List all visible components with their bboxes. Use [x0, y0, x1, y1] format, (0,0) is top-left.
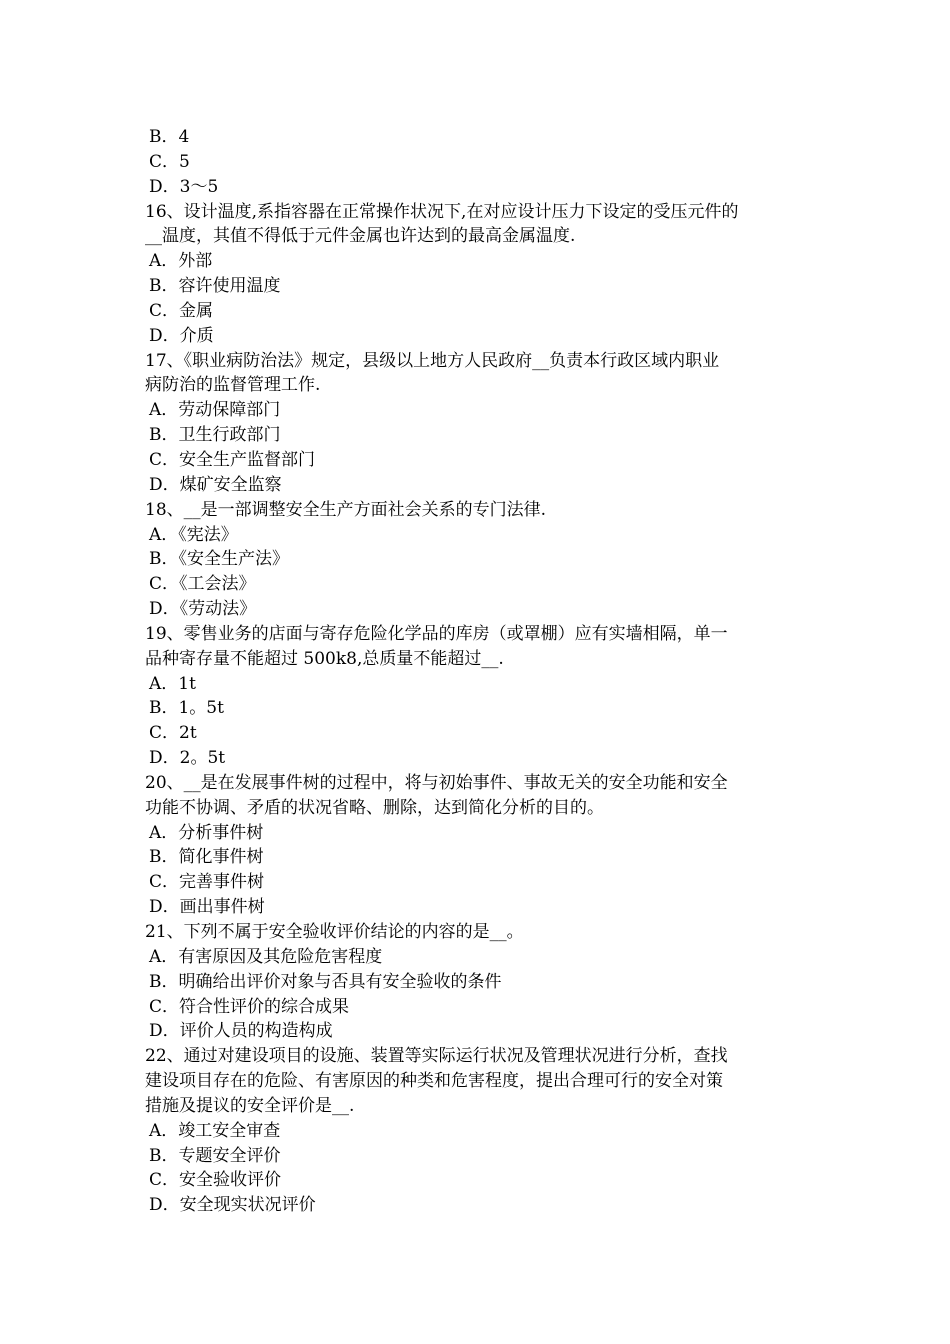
answer-option-line: D．《劳动法》	[149, 599, 257, 620]
answer-option-line: B．《安全生产法》	[149, 549, 289, 570]
answer-option-line: C．安全生产监督部门	[149, 449, 316, 470]
answer-option-line: B．卫生行政部门	[149, 425, 281, 446]
answer-option-line: B．容许使用温度	[149, 276, 281, 297]
answer-option-line: A．有害原因及其危险危害程度	[149, 946, 383, 967]
answer-option-line: D．3～5	[149, 176, 219, 197]
answer-option-line: B．简化事件树	[149, 847, 264, 868]
question-text-line: 病防治的监督管理工作.	[145, 375, 321, 396]
answer-option-line: B．4	[149, 127, 190, 147]
answer-option-line: D．煤矿安全监察	[149, 474, 282, 495]
question-text-line: 18、__是一部调整安全生产方面社会关系的专门法律.	[145, 499, 547, 520]
answer-option-line: A．分析事件树	[149, 822, 264, 843]
answer-option-line: C．完善事件树	[149, 872, 265, 893]
question-text-line: 措施及提议的安全评价是__.	[145, 1095, 355, 1116]
answer-option-line: D．2。5t	[149, 748, 226, 769]
question-text-line: 20、__是在发展事件树的过程中，将与初始事件、事故无关的安全功能和安全	[145, 772, 728, 793]
answer-option-line: C．2t	[149, 723, 197, 744]
answer-option-line: C．5	[149, 151, 190, 172]
answer-option-line: D．介质	[149, 325, 214, 346]
answer-option-line: A．1t	[149, 673, 196, 694]
answer-option-line: B．明确给出评价对象与否具有安全验收的条件	[149, 971, 502, 992]
answer-option-line: C．金属	[149, 300, 214, 321]
answer-option-line: C．安全验收评价	[149, 1170, 282, 1191]
question-text-line: 19、零售业务的店面与寄存危险化学品的库房（或罩棚）应有实墙相隔，单一	[145, 623, 728, 644]
answer-option-line: A．《宪法》	[149, 524, 238, 545]
answer-option-line: D．评价人员的构造构成	[149, 1021, 333, 1042]
question-text-line: 品种寄存量不能超过 500k8,总质量不能超过__.	[145, 648, 504, 669]
question-text-line: __温度，其值不得低于元件金属也许达到的最高金属温度.	[145, 226, 576, 247]
answer-option-line: C．符合性评价的综合成果	[149, 996, 350, 1017]
question-text-line: 22、通过对建设项目的设施、装置等实际运行状况及管理状况进行分析，查找	[145, 1046, 728, 1067]
answer-option-line: A．外部	[149, 251, 213, 272]
answer-option-line: B．专题安全评价	[149, 1145, 281, 1166]
question-text-line: 建设项目存在的危险、有害原因的种类和危害程度，提出合理可行的安全对策	[145, 1071, 723, 1092]
answer-option-line: A．劳动保障部门	[149, 400, 281, 421]
question-text-line: 17、《职业病防治法》规定，县级以上地方人民政府__负责本行政区域内职业	[145, 350, 720, 371]
answer-option-line: A．竣工安全审查	[149, 1120, 281, 1141]
answer-option-line: D．画出事件树	[149, 897, 265, 918]
question-text-line: 21、下列不属于安全验收评价结论的内容的是__。	[145, 922, 524, 942]
question-text-line: 16、设计温度,系指容器在正常操作状况下,在对应设计压力下设定的受压元件的	[145, 201, 739, 222]
answer-option-line: D．安全现实状况评价	[149, 1195, 316, 1216]
document-page	[145, 125, 810, 1218]
answer-option-line: C．《工会法》	[149, 574, 256, 595]
question-text-line: 功能不协调、矛盾的状况省略、删除，达到简化分析的目的。	[145, 797, 604, 818]
answer-option-line: B．1。5t	[149, 698, 224, 719]
